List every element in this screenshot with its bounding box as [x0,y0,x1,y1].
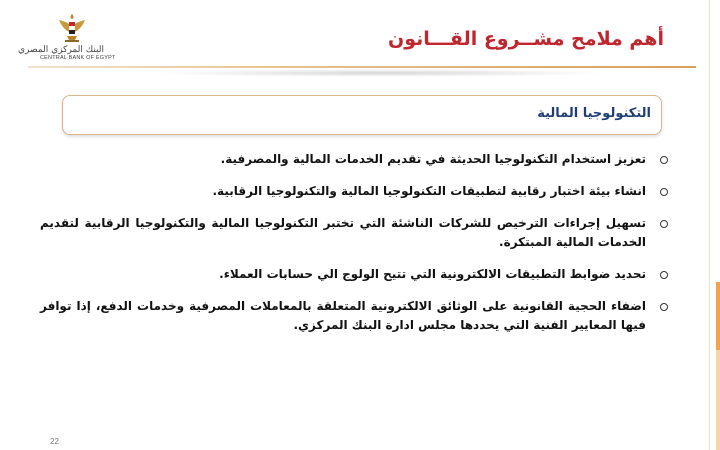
bullet-text: انشاء بيئة اختبار رقابية لتطبيقات التكنولوجيا المالية والتكنولوجيا الرقابية. [212,184,646,198]
right-edge-line [709,0,710,450]
bullet-list [40,150,668,348]
section-header-box [62,95,662,135]
bullet-circle-icon [660,188,668,196]
list-item [40,265,668,284]
bullet-text: اضفاء الحجية القانونية على الوثائق الالكترونية المتعلقة بالمعاملات المصرفية وخدمات الدفع، إذا توافر فيها المعايير الفنية التي يحددها مجلس ادارة البنك المركزي. [40,299,646,332]
bullet-text: تسهيل إجراءات الترخيص للشركات الناشئة التي تختبر التكنولوجيا المالية والتكنولوجيا الرقابية لتقديم الخدمات المالية المبتكرة. [40,216,646,249]
right-accent-bar-light [716,350,720,450]
page-number: 22 [50,437,59,446]
logo-english-name: CENTRAL BANK OF EGYPT [40,55,116,61]
slide-title: أهم ملامح مشــروع القـــانون [388,28,664,50]
list-item [40,214,668,252]
central-bank-logo [18,12,116,61]
right-accent-bar [716,282,720,350]
bullet-text: تحديد ضوابط التطبيقات الالكترونية التي تتيح الولوج الي حسابات العملاء. [219,267,646,281]
bullet-text: تعزيز استخدام التكنولوجيا الحديثة في تقديم الخدمات المالية والمصرفية. [220,152,646,166]
section-title: التكنولوجيا المالية [537,106,651,121]
bullet-circle-icon [660,303,668,311]
title-shadow [150,69,610,77]
list-item [40,182,668,201]
list-item [40,297,668,335]
bullet-circle-icon [660,156,668,164]
bullet-circle-icon [660,271,668,279]
title-divider [28,66,696,68]
logo-arabic-name: البنك المركزي المصري [18,45,104,55]
eagle-emblem-icon [57,12,87,44]
list-item [40,150,668,169]
bullet-circle-icon [660,220,668,228]
